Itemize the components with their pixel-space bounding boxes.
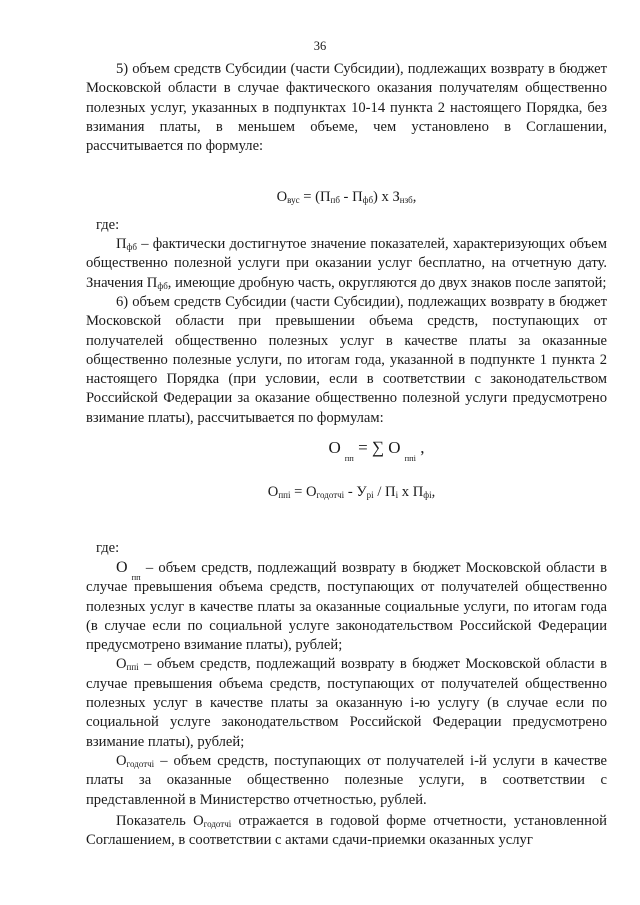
where-label: где: [96,216,120,233]
page-number: 36 [313,39,327,53]
paragraph-indicator: Показатель $О_{годотчі}$ отражается в годовой форме отчетности, установленной Соглашением, в соответствии с актами сдачи-приемки оказанных услуг [86,812,607,849]
definition-ogodotchi: $О_{годотчі}$ – объем средств, поступающих от получателей і-й услуги в качестве платы за оказанные общественно полезные услуги, в соответствии с представленной в Министерство отчетностью, рублей. [86,752,607,808]
paragraph-5: 5) объем средств Субсидии (части Субсидии), подлежащих возврату в бюджет Московской области в случае фактического оказания получателям общественно полезных услуг, указанных в подпунктах 10-14 пункта 2 настоящего Порядка, без взимания платы, в меньшем объеме, чем установлено в Соглашении, рассчитывается по формуле: [86,61,607,155]
definition-oppi: $О_{ппі}$ – объем средств, подлежащий возврату в бюджет Московской области в случае превышения объема средств, поступающих от получателей общественно полезных услуг в качестве платы за оказанную і-ю услугу (в случае если по социальной услуге законодательством Российской Федерации предусмотрено взимание платы), рублей; [86,656,607,750]
definition-pfb: $П_{фб}$ – фактически достигнутое значение показателей, характеризующих объем общественно полезной услуги при оказании услуг бесплатно, на отчетную дату. Значения $П_{фб}$, имеющие дробную часть, округляются до двух знаков после запятой; [86,236,607,291]
formula-oppi: $О_{ппі} = О_{годотчі} - У_{рі} / П_і$ х $П_{фі}$, [267,484,436,501]
paragraph-6: 6) объем средств Субсидии (части Субсидии), подлежащих возврату в бюджет Московской области при превышении объема средств, поступающих от получателей общественно полезных услуг в качестве платы за оказанные общественно полезные услуги, по итогам года, указанной в подпункте 1 пункта 2 настоящего Порядка (при условии, если в соответствии с законодательством Российской Федерации за оказание общественно полезной услуги предусмотрено взимание платы), рассчитывается по формулам: [86,293,607,426]
where-label-2: где: [96,539,120,556]
formula-opp: $О_{пп}$ = ∑ $О_{ппі}$ , [328,438,425,464]
formula-ovus: $О_{вус} = (П_{пб} - П_{фб})$ x $З_{нзб}$, [276,189,417,206]
document-body [86,60,607,850]
definition-opp: $О_{пп}$ – объем средств, подлежащий возврату в бюджет Московской области в случае превышения объема средств, поступающих от получателей общественно полезных услуг в качестве платы за оказанные социальные услуги, по итогам года (в случае если по социальной услуге законодательством Российской Федерации предусмотрено взимание платы), рублей; [86,558,607,654]
